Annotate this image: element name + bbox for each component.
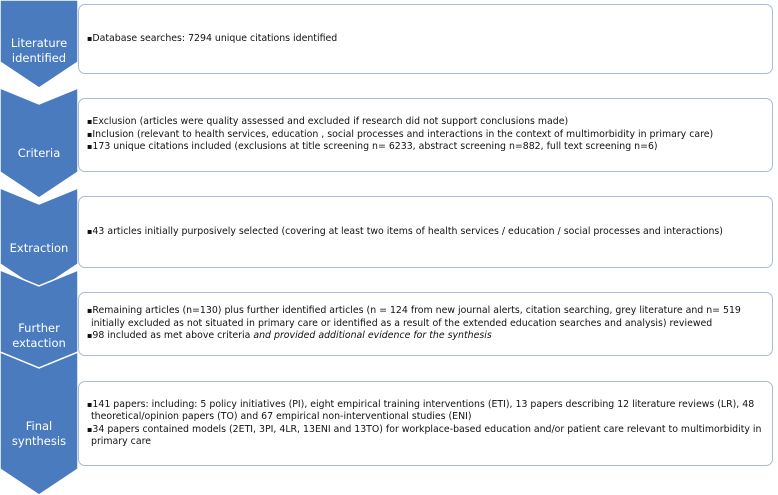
bullet-text: 141 papers: including: 5 policy initiatives (PI), eight empirical training interventions (ETI), 13 papers describing 12 literature reviews (LR), 48 theoretical/opinion papers (TO) and 67 empirical non-interventional studies (ENI) (91, 398, 755, 422)
bullet-item (87, 226, 766, 239)
step-label: Extraction (9, 240, 69, 255)
bullet-item (87, 424, 766, 449)
bullet-text-italic: and provided additional evidence for the synthesis (253, 330, 492, 342)
bullet-item (87, 116, 766, 129)
step-box-3 (78, 196, 773, 268)
bullet-item (87, 129, 766, 142)
bullet-text: 98 included as met above criteria (92, 330, 254, 342)
step-label: Further extaction (12, 321, 66, 350)
step-label: Final synthesis (11, 419, 67, 448)
step-box-2 (78, 98, 773, 172)
step-box-4 (78, 292, 773, 356)
bullet-text: Exclusion (articles were quality assessed and excluded if research did not support conclusions made) (92, 116, 569, 128)
bullet-item (87, 305, 766, 330)
bullet-text: Remaining articles (n=130) plus further identified articles (n = 124 from new journal alerts, citation searching, grey literature and n= 519 initially excluded as not situated in primary care or identified as a result of the extended education searches and analysis) reviewed (91, 305, 741, 329)
step-label: Criteria (17, 145, 61, 160)
bullet-text: 43 articles initially purposively selected (covering at least two items of health services / education / social processes and interactions) (92, 225, 723, 237)
bullet-item (87, 399, 766, 424)
bullet-text: Inclusion (relevant to health services, education , social processes and interactions in the context of multimorbidity in primary care) (92, 128, 714, 140)
step-label: Literature identified (10, 36, 68, 65)
bullet-text: Database searches: 7294 unique citations identified (92, 32, 338, 44)
bullet-text: 173 unique citations included (exclusions at title screening n= 6233, abstract screening n=882, full text screening n=6) (92, 141, 658, 153)
step-box-1 (78, 4, 773, 74)
bullet-item (87, 141, 766, 154)
bullet-item (87, 330, 766, 343)
bullet-item (87, 33, 766, 46)
step-box-5 (78, 381, 773, 466)
bullet-text: 34 papers contained models (2ETI, 3PI, 4LR, 13ENI and 13TO) for workplace-based education and/or patient care relevant to multimorbidity in primary care (91, 423, 762, 447)
